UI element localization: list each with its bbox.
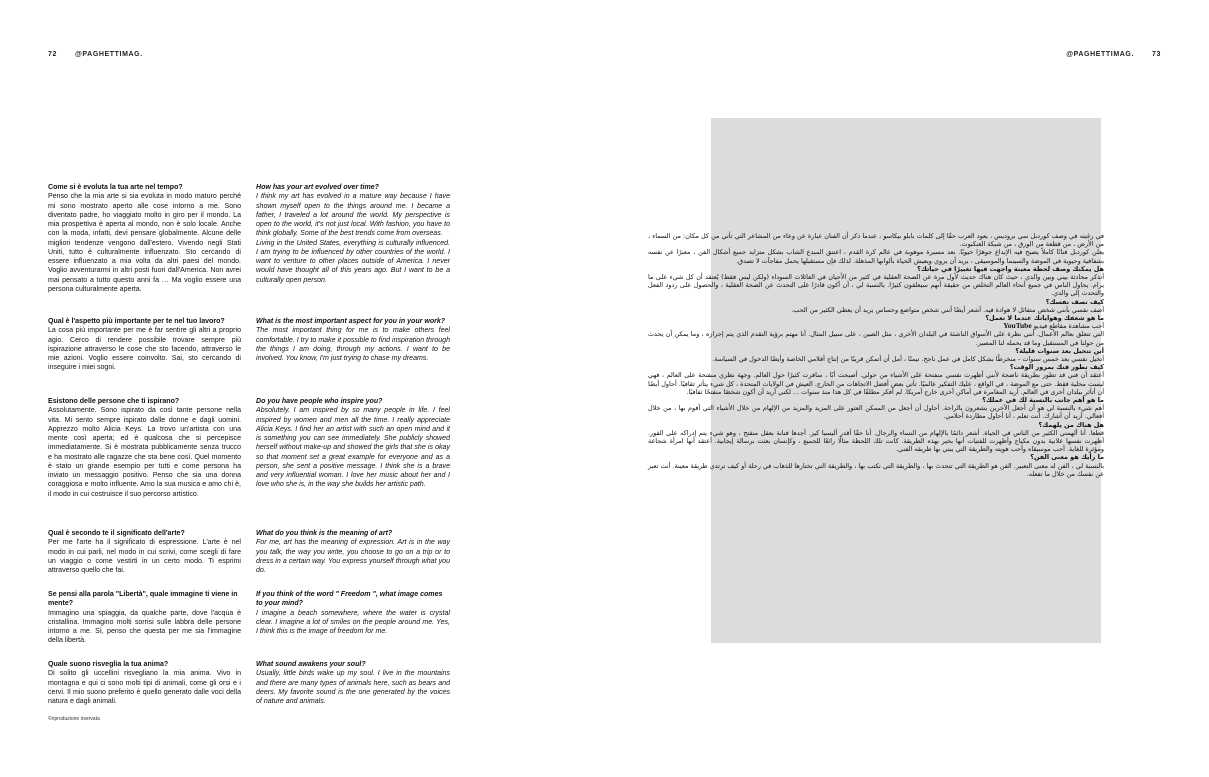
- arabic-question: كيف تصف نفسك؟: [1045, 297, 1104, 306]
- answer: Per me l'arte ha il significato di espressione. L'arte è nel modo in cui parli, nel modo in cui scrivi, come scegli di fare un viaggio o come vestirti in un certo modo. Ti esprimi attraverso quello che fai.: [48, 539, 241, 574]
- arabic-question: هل يمكنك وصف لحظة معينة واجهت فيها تغييرًا في حياتك؟: [917, 264, 1104, 273]
- folio-right: [1066, 51, 1161, 58]
- qa-block: [48, 660, 241, 706]
- question: Qual è l'aspetto più importante per te nel tuo lavoro?: [48, 318, 225, 325]
- answer: I imagine a beach somewhere, where the water is crystal clear. I imagine a lot of smiles on the people around me. Yes, I think this is the image of freedom for me.: [256, 609, 450, 635]
- answer: For me, art has the meaning of expression. Art is in the way you talk, the way you write, you choose to go on a trip or to dress in a certain way. You express yourself through what you do.: [256, 539, 450, 574]
- arabic-answer-part: أحب مشاهدة مقاطع فيديو: [1033, 322, 1104, 331]
- arabic-question: أين تتخيل بعد سنوات قليلة؟: [1015, 346, 1104, 355]
- arabic-answer: بالنسبة لي ، الفن له معنى التعبير. الفن هو الطريقة التي تتحدث بها ، والطريقة التي تكتب بها ، والطريقة التي تختارها للذهاب في رحلة أو كيف ترتدي طريقة معينة. أنت تعبر عن نفسك من خلال ما تفعله.: [648, 461, 1104, 478]
- question: Se pensi alla parola "Libertà", quale immagine ti viene in mente?: [48, 591, 238, 608]
- arabic-question: ما هو شغفك وهواياتك عندما لا تعمل؟: [985, 314, 1104, 323]
- qa-block: [48, 317, 241, 373]
- qa-block: [256, 529, 450, 575]
- question: If you think of the word " Freedom ", what image comes to your mind?: [256, 591, 443, 608]
- arabic-answer: [648, 322, 1104, 347]
- answer: Penso che la mia arte si sia evoluta in modo maturo perché mi sono mostrato aperto alle cose intorno a me. Sono diventato padre, ho viaggiato molto in giro per il mondo. La mia prospettiva è aperta al mondo, non è solo locale. Anche con la moda, infatti, devi pensare globalmente. Alcune delle migliori tendenze vengono dall'estero. Vivendo negli Stati Uniti, tutto è culturalmente influenzato. Sto cercando di essere influenzato a mia volta da altri paesi del mondo. Voglio avventurarmi in altri posti fuori dall'America. Non avrei mai pensato a tutto questo anni fa … Ma voglio essere una persona culturalmente aperta.: [48, 193, 241, 293]
- arabic-interview-block: [648, 232, 1104, 478]
- arabic-question: ما هو أهم جانب بالنسبة لك في عملك؟: [982, 396, 1104, 405]
- answer: Assolutamente. Sono ispirato da così tante persone nella vita. Mi sento sempre ispirato dalle donne e dagli uomini. Apprezzo molto Alicia Keys. La trovo un'artista con una mente così aperta; ed è qualcosa che si percepisce immediatamente. Si è mostrata pubblicamente senza trucco e ha mostrato alle ragazze che sta bene così. Quel momento è stato un grande esempio per tutti e come persona ha inviato un messaggio positivo. Penso che sia una donna coraggiosa e molto influente. Amo la sua musica e amo chi è, il modo in cui costruisce il suo percorso artistico.: [48, 407, 241, 498]
- qa-block: [48, 397, 241, 499]
- answer: Absolutely. I am inspired by so many people in life. I feel inspired by women and men all the time. I really appreciate Alicia Keys. I find her an artist with such an open mind and it is something you can see immediately. She publicly showed herself without make-up and showed the girls that she is okay so that moment set a great example for everyone and as a person, she sent a positive message. I think she is a brave and very influential woman. I love her music about her and I love who she is, in the way she builds her artistic path.: [256, 407, 450, 489]
- answer: Di solito gli uccellini risvegliano la mia anima. Vivo in montagna e qui ci sono molti tipi di animali, come gli orsi e i cervi. Il mio suono preferito è quello generato dalle voci della natura e dagli animali.: [48, 670, 241, 705]
- answer-continued: Living in the United States, everything is culturally influenced. I am trying to be influenced by other countries of the world. I want to venture to other places outside of America. I never would have thought all of this years ago. But I want to be a culturally open person.: [256, 239, 450, 284]
- qa-block: [48, 529, 241, 575]
- youtube-brand: YouTube: [1003, 321, 1032, 331]
- qa-block: [256, 397, 450, 490]
- page-number-right: 73: [1152, 51, 1161, 58]
- question: What sound awakens your soul?: [256, 661, 366, 668]
- arabic-question: ما رأيك هو معنى الفن؟: [1030, 453, 1104, 462]
- magazine-handle-left: @PAGHETTIMAG.: [75, 51, 143, 58]
- arabic-answer-part: التي تتعلق بعالم الأعمال. أنني نظرة على الأسواق الناشئة في البلدان الأخرى ، مثل الصين ، على سبيل المثال. أنا مهتم برؤية التقدم الذي يتم إحرازه ، وما يمكن أن يحدث من حولنا في المستقبل وما قد يحمله لنا المصير.: [648, 330, 1104, 347]
- arabic-intro: في رغبته في وصف كوردبل سي بروديس ، يعود العرب حقًا إلى كلمات بابلو بيكاسو ، عندما ذكر أن الفنان عبارة عن وعاء من المشاعر التي تأتي من كل مكان: من السماء ، من الأرض ، من قطعة من الورق ، من شبكة العنكبوت.: [648, 232, 1104, 249]
- arabic-answer: أعتقد أن فني قد تطور بطريقة ناضجة لأنني أظهرت نفسي منفتحة على الأشياء من حولي. أصبحت أبًا ، سافرت كثيرًا حول العالم. وجهة نظري منفتحة على العالم ، فهي ليست محلية فقط. حتى مع الموضة ، في الواقع ، عليك التفكير عالميًا. تأتي بعض أفضل الاتجاهات من الخارج. العيش في الولايات المتحدة ، كل شيء يتأثر ثقافيًا. أحاول أيضًا أن أتأثر ببلدان أخرى في العالم. أريد المغامرة في أماكن أخرى خارج أمريكا. لم أفكر مطلقًا في كل هذا منذ سنوات ... لكني أريد أن أكون شخصًا منفتحًا ثقافيًا.: [648, 371, 1104, 396]
- answer: Usually, little birds wake up my soul. I live in the mountains and there are many types of animals here, such as bears and deers. My favorite sound is the one generated by the voices of nature and animals.: [256, 670, 450, 705]
- page-number-left: 72: [48, 51, 57, 58]
- question: Quale suono risveglia la tua anima?: [48, 661, 169, 668]
- question: Qual è secondo te il significato dell'arte?: [48, 530, 185, 537]
- answer: Immagino una spiaggia, da qualche parte, dove l'acqua è cristallina. Immagino molti sorrisi sulle labbra delle persone intorno a me. Sì, penso che questa per me sia l'immagine della libertà.: [48, 609, 241, 645]
- arabic-answer: أتذكر محادثة بيني وبين والدي ، حيث كان هناك حديث لأول مرة عن الصحة العقلية في كثير من الأحيان في العائلات السوداء (ولكن ليس فقط) يُعتقد أن كل شيء على ما يرام. يحاول الناس في جميع أنحاء العالم التخلص من حقيقة أنهم سيعلقون كثيرًا. بالنسبة لي ، أن أكون قادرًا على التحدث عن الصحة العقلية ، والحصول على ردود الفعل والتحدث إلى والدي.: [648, 273, 1104, 298]
- qa-block: [256, 183, 450, 285]
- qa-block: [256, 317, 450, 363]
- question: Come si è evoluta la tua arte nel tempo?: [48, 184, 183, 191]
- qa-block: [256, 660, 450, 706]
- arabic-question: هل هناك من يلهمك؟: [1038, 420, 1104, 429]
- folio-left: [48, 51, 143, 58]
- question: How has your art evolved over time?: [256, 184, 379, 191]
- arabic-intro-2: يعلن كوردبل فنانًا كاملاً يصبح فيه الإبداع جوهرًا حيويًا. بعد مسيرة موهوبة في عالم كرة القدم ، اعتنق المبدع الشاب بشكل متزايد جميع أشكال الفن ، معبرًا عن نفسه بشفافية وحيوية في الموضة والسينما والموسيقى ، يريد أن يروي ويعيش الحياة بألوانها المذهلة. لذلك فإن مستقبلها يحمل مفاجآت لا تصدق.: [648, 248, 1104, 265]
- answer: La cosa più importante per me è far sentire gli altri a proprio agio. Cerco di rendere possibile trovare sempre più ispirazione attraverso le cose che sto facendo, attraverso le mie azioni. Voglio essere coinvolto. Sai, sto cercando di inseguire i miei sogni.: [48, 327, 241, 372]
- arabic-answer: أهم شيء بالنسبة لي هو أن أجعل الآخرين يشعرون بالراحة. أحاول أن أجعل من الممكن العثور على المزيد والمزيد من الإلهام من خلال الأشياء التي أقوم بها ، من خلال أفعالي. أريد أن أشارك. أنت تعلم ، أنا أحاول مطاردة أحلامي.: [648, 404, 1104, 421]
- copyright-notice: ©riproduzione riservata: [48, 716, 100, 722]
- question: Esistono delle persone che ti ispirano?: [48, 398, 180, 405]
- qa-block: [256, 590, 450, 636]
- arabic-answer: قطعا. أنا ألهمني الكثير من الناس في الحياة. أشعر دائمًا بالإلهام من النساء والرجال. أنا حقًا أقدر أليسيا كيز. أجدها فنانة بعقل منفتح ، وهو شيء يتم إدراكه على الفور. أظهرت نفسها علانية بدون مكياج وأظهرت للفتيات أنها بخير بهذه الطريقة. كانت تلك اللحظة مثالًا رائعًا للجميع ، وكإنسان بعثت برسالة إيجابية. أعتقد أنها امرأة شجاعة ومؤثرة للغاية. أحب موسيقاه وأحب هويته والطريقة التي يبني بها طريقه الفني.: [648, 428, 1104, 454]
- qa-block: [48, 590, 241, 646]
- magazine-handle-right: @PAGHETTIMAG.: [1066, 51, 1134, 58]
- question: Do you have people who inspire you?: [256, 398, 383, 405]
- qa-block: [48, 183, 241, 294]
- question: What do you think is the meaning of art?: [256, 530, 393, 537]
- answer: I think my art has evolved in a mature way because I have shown myself open to the things around me. I became a father, I traveled a lot around the world. My perspective is open to the world, it's not just local. With fashion, you have to think globally. Some of the best trends come from overseas.: [256, 193, 450, 238]
- arabic-answer: أصف نفسي بأنني شخص متفائل لا هوادة فيه. أشعر أيضًا أنني شخص متواضع وحساس يريد أن يعطي الكثير من الحب.: [791, 305, 1104, 314]
- question: What is the most important aspect for you in your work?: [256, 318, 446, 325]
- arabic-answer: أتخيل نفسي بعد خمس سنوات - منخرطًا بشكل كامل في عمل ناجح. تيمنًا ، أمل أن أتمكن قريبًا من إنتاج أفلامي الخاصة وأيضًا الدخول في السياسة.: [712, 355, 1104, 364]
- answer: The most important thing for me is to make others feel comfortable. I try to make it possible to find inspiration through the things I am doing, through my actions. I want to be involved. You know, I'm just trying to chase my dreams.: [256, 327, 450, 362]
- arabic-question: كيف تطور فنك بمرور الوقت؟: [1009, 363, 1104, 372]
